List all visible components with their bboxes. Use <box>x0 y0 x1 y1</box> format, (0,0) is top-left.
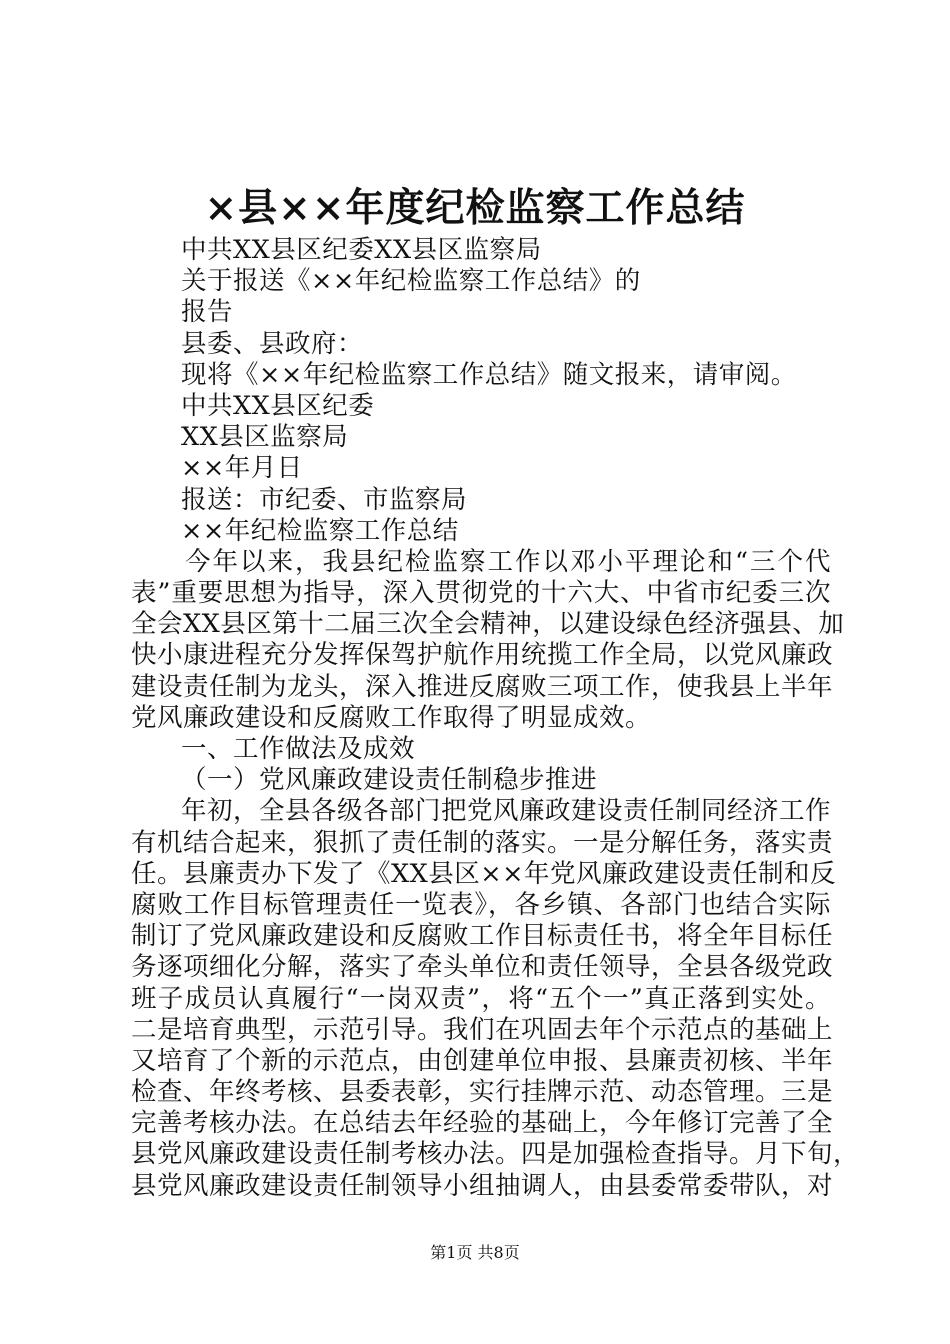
page-footer: 第1页 共8页 <box>430 1243 520 1262</box>
body-line: 年初，全县各级各部门把党风廉政建设责任制同经济工作 <box>181 796 832 827</box>
cover-line-addressee: 县委、县政府： <box>181 328 364 359</box>
intro-line: 全会XX县区第十二届三次全会精神，以建设绿色经济强县、加 <box>131 609 845 640</box>
body-line: 县党风廉政建设责任制领导小组抽调人，由县委常委带队，对 <box>131 1170 834 1201</box>
body-line: 班子成员认真履行“一岗双责”，将“五个一”真正落到实处。 <box>131 983 831 1014</box>
intro-line: 党风廉政建设和反腐败工作取得了明显成效。 <box>131 702 652 733</box>
cover-line-signature-1: 中共XX县区纪委 <box>181 390 375 421</box>
page-title: ×县××年度纪检监察工作总结 <box>204 185 746 231</box>
summary-heading: ××年纪检监察工作总结 <box>181 515 459 546</box>
body-line: 检查、年终考核、县委表彰，实行挂牌示范、动态管理。三是 <box>131 1077 834 1108</box>
cover-line-sender: 中共XX县区纪委XX县区监察局 <box>181 235 542 265</box>
intro-line: 建设责任制为龙头，深入推进反腐败三项工作，使我县上半年 <box>131 671 834 702</box>
body-line: 县党风廉政建设责任制考核办法。四是加强检查指导。月下旬， <box>131 1139 860 1170</box>
document-body <box>131 235 860 1202</box>
body-line: 务逐项细化分解，落实了牵头单位和责任领导，全县各级党政 <box>131 952 834 983</box>
cover-line-report: 报告 <box>181 297 234 328</box>
intro-line: 今年以来，我县纪检监察工作以邓小平理论和“三个代 <box>185 546 831 577</box>
section-heading: 一、工作做法及成效 <box>181 734 416 764</box>
body-line: 二是培育典型，示范引导。我们在巩固去年个示范点的基础上 <box>131 1014 834 1045</box>
cover-line-message: 现将《××年纪检监察工作总结》随文报来，请审阅。 <box>181 359 797 390</box>
body-line: 完善考核办法。在总结去年经验的基础上，今年修订完善了全 <box>131 1108 834 1139</box>
cover-line-signature-2: XX县区监察局 <box>181 422 349 453</box>
intro-line: 表”重要思想为指导，深入贯彻党的十六大、中省市纪委三次 <box>131 578 831 609</box>
intro-line: 快小康进程充分发挥保驾护航作用统揽工作全局，以党风廉政 <box>131 640 834 671</box>
body-line: 制订了党风廉政建设和反腐败工作目标责任书，将全年目标任 <box>131 921 834 952</box>
cover-line-subject: 关于报送《××年纪检监察工作总结》的 <box>181 266 641 297</box>
cover-line-cc: 报送：市纪委、市监察局 <box>181 484 468 515</box>
body-line: 任。县廉责办下发了《XX县区××年党风廉政建设责任制和反 <box>131 858 837 889</box>
body-line: 又培育了个新的示范点，由创建单位申报、县廉责初核、半年 <box>131 1045 834 1076</box>
body-line: 有机结合起来，狠抓了责任制的落实。一是分解任务，落实责 <box>131 827 834 858</box>
subsection-heading: （一）党风廉政建设责任制稳步推进 <box>181 765 598 796</box>
body-line: 腐败工作目标管理责任一览表》，各乡镇、各部门也结合实际 <box>131 889 831 920</box>
cover-line-date: ××年月日 <box>181 453 303 484</box>
